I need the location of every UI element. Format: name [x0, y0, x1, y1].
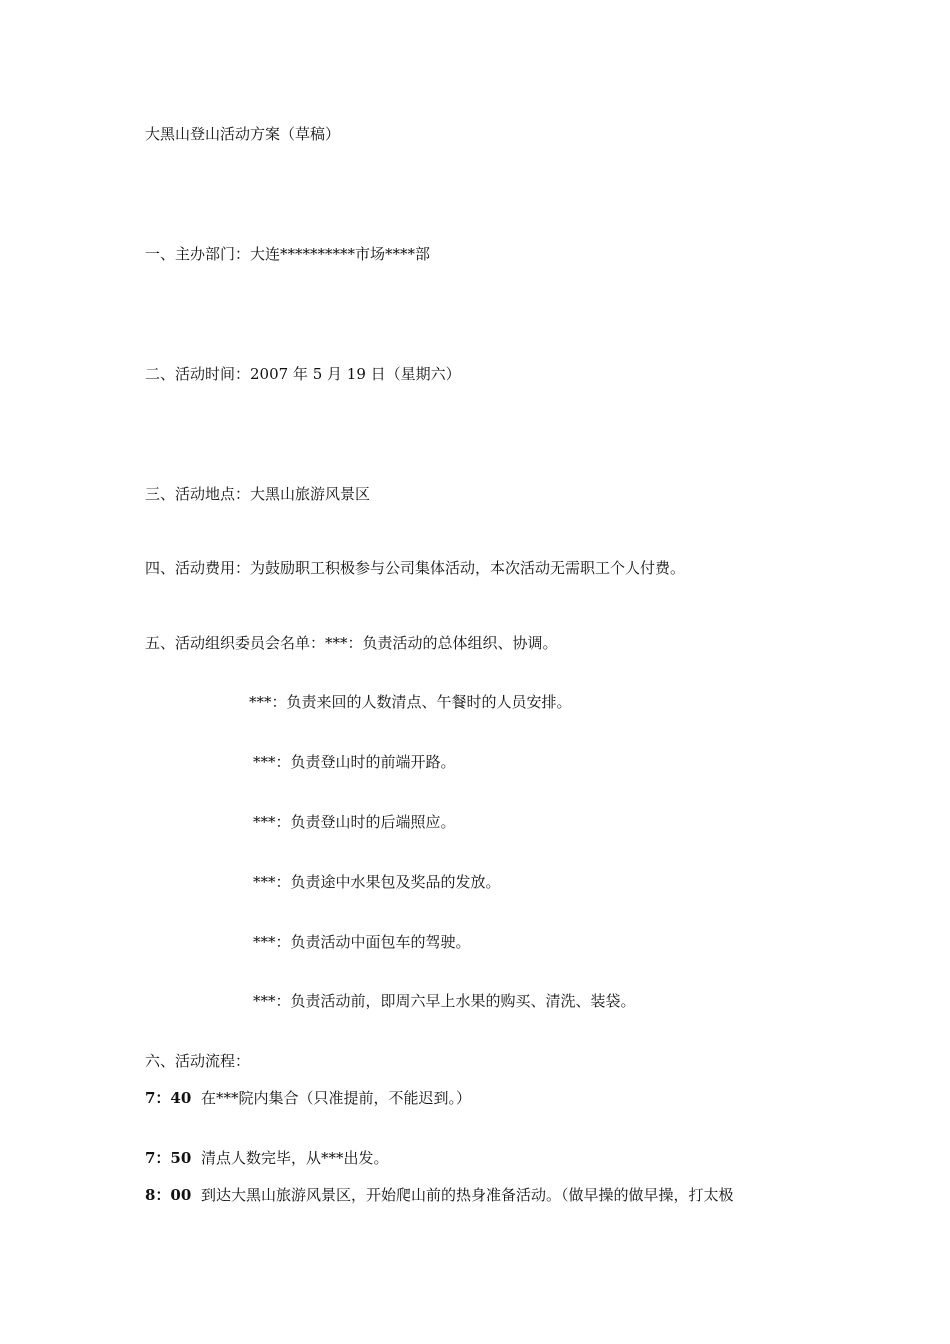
schedule-text: 到达大黑山旅游风景区，开始爬山前的热身准备活动。（做早操的做早操，打太极 — [201, 1186, 734, 1204]
committee-item: ***：负责登山时的后端照应。 — [253, 813, 456, 831]
committee-item: ***：负责途中水果包及奖品的发放。 — [253, 873, 501, 891]
schedule-text: 在***院内集合（只准提前，不能迟到。） — [201, 1089, 472, 1107]
schedule-row — [145, 1148, 389, 1168]
section-committee: 五、活动组织委员会名单：***：负责活动的总体组织、协调。 — [145, 634, 558, 652]
schedule-text: 清点人数完毕，从***出发。 — [201, 1149, 389, 1167]
section-location: 三、活动地点：大黑山旅游风景区 — [145, 485, 371, 503]
schedule-row — [145, 1185, 734, 1205]
schedule-time: 7：50 — [145, 1149, 192, 1167]
section-time: 二、活动时间：2007 年 5 月 19 日（星期六） — [145, 365, 461, 383]
schedule-time: 8：00 — [145, 1186, 192, 1204]
section-cost: 四、活动费用：为鼓励职工积极参与公司集体活动，本次活动无需职工个人付费。 — [145, 559, 686, 577]
schedule-time: 7：40 — [145, 1089, 192, 1107]
committee-item: ***：负责活动中面包车的驾驶。 — [253, 933, 471, 951]
section-organizer: 一、主办部门：大连**********市场****部 — [145, 245, 431, 263]
section-schedule: 六、活动流程： — [145, 1052, 251, 1070]
document-title: 大黑山登山活动方案（草稿） — [145, 125, 341, 143]
committee-item: ***：负责活动前，即周六早上水果的购买、清洗、装袋。 — [253, 992, 636, 1010]
schedule-row — [145, 1088, 471, 1108]
committee-item: ***：负责来回的人数清点、午餐时的人员安排。 — [249, 693, 572, 711]
committee-item: ***：负责登山时的前端开路。 — [253, 753, 456, 771]
